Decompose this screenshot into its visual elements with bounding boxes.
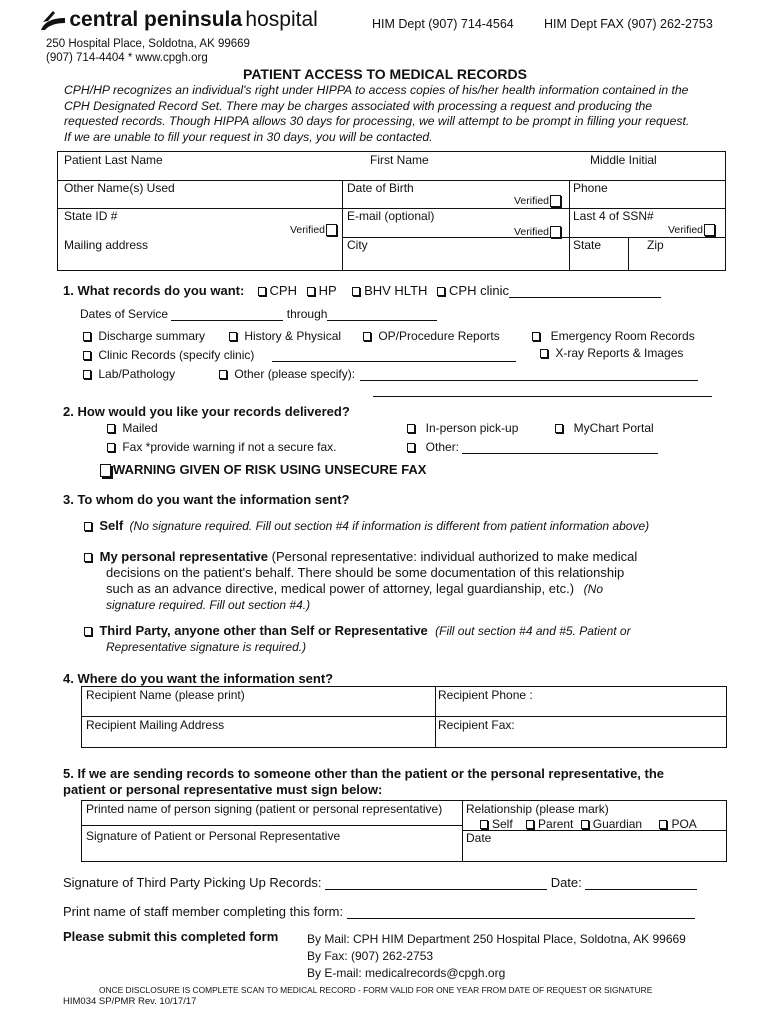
verified-label: Verified — [290, 224, 326, 236]
cph-label: CPH — [269, 283, 297, 298]
clinic-input[interactable] — [509, 297, 661, 298]
intro-line: requested records. Though HIPPA allows 30 days for processing, we will attempt to be prompt in filling your request. — [64, 114, 690, 128]
rel-self-checkbox[interactable] — [480, 820, 488, 829]
er-label: Emergency Room Records — [550, 329, 695, 343]
other-delivery-input[interactable] — [462, 453, 658, 454]
rep-option — [84, 549, 637, 613]
other-records-checkbox[interactable] — [219, 370, 227, 379]
patient-info-table — [57, 151, 726, 271]
verified-label: Verified — [668, 224, 704, 236]
recipient-name-field[interactable]: Recipient Name (please print) — [86, 688, 245, 702]
rep-note-1: (No — [583, 582, 603, 596]
xray-checkbox[interactable] — [540, 349, 548, 358]
ssn-verified — [668, 224, 719, 236]
staff-name-row — [63, 904, 695, 919]
dates-of-service-label: Dates of Service — [80, 307, 169, 321]
phone-field[interactable]: Phone — [573, 181, 608, 195]
third-party-note-2: Representative signature is required.) — [106, 640, 307, 654]
mychart-label: MyChart Portal — [573, 421, 654, 435]
dob-verified-checkbox[interactable] — [550, 195, 561, 207]
signature-date-field[interactable]: Date — [466, 831, 492, 845]
state-id-field[interactable]: State ID # — [64, 209, 118, 223]
mailing-address-field[interactable]: Mailing address — [64, 238, 149, 252]
rel-guardian-label: Guardian — [592, 817, 643, 831]
state-field[interactable]: State — [573, 238, 602, 252]
er-checkbox[interactable] — [532, 332, 540, 341]
dates-of-service-row — [80, 307, 437, 321]
patient-last-name-field[interactable]: Patient Last Name — [64, 153, 163, 167]
hp-checkbox[interactable] — [307, 287, 315, 296]
rel-parent-label: Parent — [538, 817, 574, 831]
q3-question: 3. To whom do you want the information sent? — [63, 492, 350, 507]
submit-by-fax: By Fax: (907) 262-2753 — [307, 949, 434, 963]
q1-row — [63, 283, 661, 298]
self-note: (No signature required. Fill out section #4 if information is different from patient information above) — [129, 519, 650, 533]
rep-text-3: such as an advance directive, medical power of attorney, legal guardianship, etc.) — [106, 581, 575, 596]
logo-text-bold: central peninsula — [69, 8, 243, 31]
rep-text-1: (Personal representative: individual authorized to make medical — [271, 549, 638, 564]
q5-question-line-2: patient or personal representative must sign below: — [63, 782, 383, 797]
intro-line: If we are unable to fill your request in 30 days, you will be contacted. — [64, 129, 433, 144]
third-party-option — [84, 623, 631, 655]
dob-verified — [514, 195, 565, 207]
dob-field[interactable]: Date of Birth — [347, 181, 414, 195]
mychart-checkbox[interactable] — [555, 424, 563, 433]
q1-question: 1. What records do you want: — [63, 283, 245, 298]
zip-field[interactable]: Zip — [647, 238, 664, 252]
inperson-checkbox[interactable] — [407, 424, 415, 433]
xray-label: X-ray Reports & Images — [555, 346, 684, 360]
rel-poa-checkbox[interactable] — [659, 820, 667, 829]
history-option — [229, 329, 341, 343]
hp-label: HP — [318, 283, 337, 298]
inperson-option — [407, 421, 518, 435]
mailed-option — [107, 421, 158, 435]
record-types-row-1 — [83, 329, 205, 343]
history-checkbox[interactable] — [229, 332, 237, 341]
through-label: through — [286, 307, 328, 321]
self-option — [84, 518, 649, 533]
history-label: History & Physical — [244, 329, 342, 343]
q5-question — [63, 766, 664, 798]
unsecure-fax-warning — [100, 462, 426, 477]
ssn-field[interactable]: Last 4 of SSN# — [573, 209, 654, 223]
first-name-field[interactable]: First Name — [370, 153, 429, 167]
fax-label: Fax *provide warning if not a secure fax. — [122, 440, 337, 454]
warning-checkbox[interactable] — [100, 464, 111, 477]
third-party-signature-input[interactable] — [325, 889, 547, 890]
recipient-phone-field[interactable]: Recipient Phone : — [438, 688, 533, 702]
city-field[interactable]: City — [347, 238, 368, 252]
op-checkbox[interactable] — [363, 332, 371, 341]
q5-question-line-1: 5. If we are sending records to someone other than the patient or the personal representative, the — [63, 766, 665, 781]
form-id: HIM034 SP/PMR Rev. 10/17/17 — [63, 996, 197, 1007]
rep-checkbox[interactable] — [84, 553, 92, 562]
fax-checkbox[interactable] — [107, 443, 115, 452]
self-label: Self — [99, 518, 124, 533]
er-option — [532, 329, 695, 343]
xray-option — [540, 346, 683, 360]
rel-guardian-checkbox[interactable] — [581, 820, 589, 829]
ssn-verified-checkbox[interactable] — [704, 224, 715, 236]
relationship-options — [480, 817, 697, 831]
third-party-checkbox[interactable] — [84, 627, 92, 636]
third-party-date-label: Date: — [550, 875, 582, 890]
inperson-label: In-person pick-up — [425, 421, 519, 435]
other-delivery-checkbox[interactable] — [407, 443, 415, 452]
q2-question: 2. How would you like your records delivered? — [63, 404, 350, 419]
lab-checkbox[interactable] — [83, 370, 91, 379]
state-id-verified-checkbox[interactable] — [326, 224, 337, 236]
email-field[interactable]: E-mail (optional) — [347, 209, 435, 223]
rel-parent-checkbox[interactable] — [526, 820, 534, 829]
hospital-phone-web: (907) 714-4404 * www.cpgh.org — [46, 52, 208, 64]
hospital-address: 250 Hospital Place, Soldotna, AK 99669 — [46, 38, 250, 50]
verified-label: Verified — [514, 226, 550, 238]
self-checkbox[interactable] — [84, 522, 92, 531]
intro-text — [64, 83, 689, 145]
dates-from-input[interactable] — [171, 320, 283, 321]
bhv-checkbox[interactable] — [352, 287, 360, 296]
recipient-table — [81, 686, 727, 748]
op-label: OP/Procedure Reports — [378, 329, 500, 343]
logo-text-light: hospital — [245, 8, 318, 31]
clinic-checkbox[interactable] — [437, 287, 445, 296]
submit-by-mail: By Mail: CPH HIM Department 250 Hospital Place, Soldotna, AK 99669 — [307, 932, 686, 946]
rel-poa-label: POA — [671, 817, 697, 831]
submit-by-email: By E-mail: medicalrecords@cpgh.org — [307, 966, 506, 980]
submit-methods — [307, 931, 686, 982]
third-party-label: Third Party, anyone other than Self or Representative — [99, 623, 428, 638]
other-records-option — [219, 367, 698, 381]
patient-signature-field[interactable]: Signature of Patient or Personal Representative — [86, 829, 341, 843]
clinic-label: CPH clinic — [449, 283, 509, 298]
third-party-note-1: (Fill out section #4 and #5. Patient or — [435, 624, 631, 638]
intro-line: CPH Designated Record Set. There may be charges associated with processing a request and producing the — [64, 98, 653, 113]
verified-label: Verified — [514, 195, 550, 207]
third-party-date-input[interactable] — [585, 889, 697, 890]
discharge-label: Discharge summary — [98, 329, 206, 343]
lab-option — [83, 367, 175, 381]
q4-question: 4. Where do you want the information sent? — [63, 671, 334, 686]
lab-label: Lab/Pathology — [98, 367, 176, 381]
other-records-input-line2[interactable] — [373, 384, 712, 397]
staff-name-label: Print name of staff member completing this form: — [63, 904, 344, 919]
warning-label: WARNING GIVEN OF RISK USING UNSECURE FAX — [113, 462, 427, 477]
fax-option — [107, 440, 336, 454]
rep-text-2: decisions on the patient's behalf. There should be some documentation of this relationship — [106, 565, 625, 580]
page-title: PATIENT ACCESS TO MEDICAL RECORDS — [243, 66, 527, 82]
middle-initial-field[interactable]: Middle Initial — [590, 153, 657, 167]
third-party-signature-label: Signature of Third Party Picking Up Records: — [63, 875, 322, 890]
state-id-verified — [290, 224, 341, 236]
disclosure-note: ONCE DISCLOSURE IS COMPLETE SCAN TO MEDICAL RECORD - FORM VALID FOR ONE YEAR FROM DATE OF REQUEST OR SIGNATURE — [99, 985, 653, 995]
op-option — [363, 329, 500, 343]
printed-name-field[interactable]: Printed name of person signing (patient or personal representative) — [86, 802, 443, 816]
rep-note-2: signature required. Fill out section #4.) — [106, 598, 311, 612]
third-party-signature-row — [63, 875, 697, 890]
clinic-records-option — [83, 348, 516, 362]
other-names-field[interactable]: Other Name(s) Used — [64, 181, 175, 195]
hospital-logo — [40, 8, 318, 32]
dates-to-input[interactable] — [327, 320, 437, 321]
recipient-address-field[interactable]: Recipient Mailing Address — [86, 718, 225, 732]
discharge-checkbox[interactable] — [83, 332, 91, 341]
signature-table — [81, 800, 727, 862]
intro-line: CPH/HP recognizes an individual's right under HIPPA to access copies of his/her health information contained in the — [64, 83, 689, 97]
other-delivery-label: Other: — [425, 440, 460, 454]
clinic-records-label: Clinic Records (specify clinic) — [98, 348, 255, 362]
cph-checkbox[interactable] — [258, 287, 266, 296]
rel-self-label: Self — [492, 817, 513, 831]
other-records-input[interactable] — [360, 380, 698, 381]
bhv-label: BHV HLTH — [364, 283, 428, 298]
mailed-label: Mailed — [122, 421, 158, 435]
other-delivery-option — [407, 440, 658, 454]
rep-label: My personal representative — [99, 549, 268, 564]
relationship-label: Relationship (please mark) — [466, 802, 609, 816]
clinic-records-checkbox[interactable] — [83, 351, 91, 360]
recipient-fax-field[interactable]: Recipient Fax: — [438, 718, 515, 732]
him-fax: HIM Dept FAX (907) 262-2753 — [544, 17, 713, 31]
submit-instructions: Please submit this completed form — [63, 929, 279, 944]
mailed-checkbox[interactable] — [107, 424, 115, 433]
clinic-records-input[interactable] — [272, 361, 516, 362]
him-phone: HIM Dept (907) 714-4564 — [372, 17, 514, 31]
hospital-logo-icon — [40, 8, 66, 32]
mychart-option — [555, 421, 654, 435]
staff-name-input[interactable] — [347, 918, 695, 919]
other-records-label: Other (please specify): — [234, 367, 356, 381]
